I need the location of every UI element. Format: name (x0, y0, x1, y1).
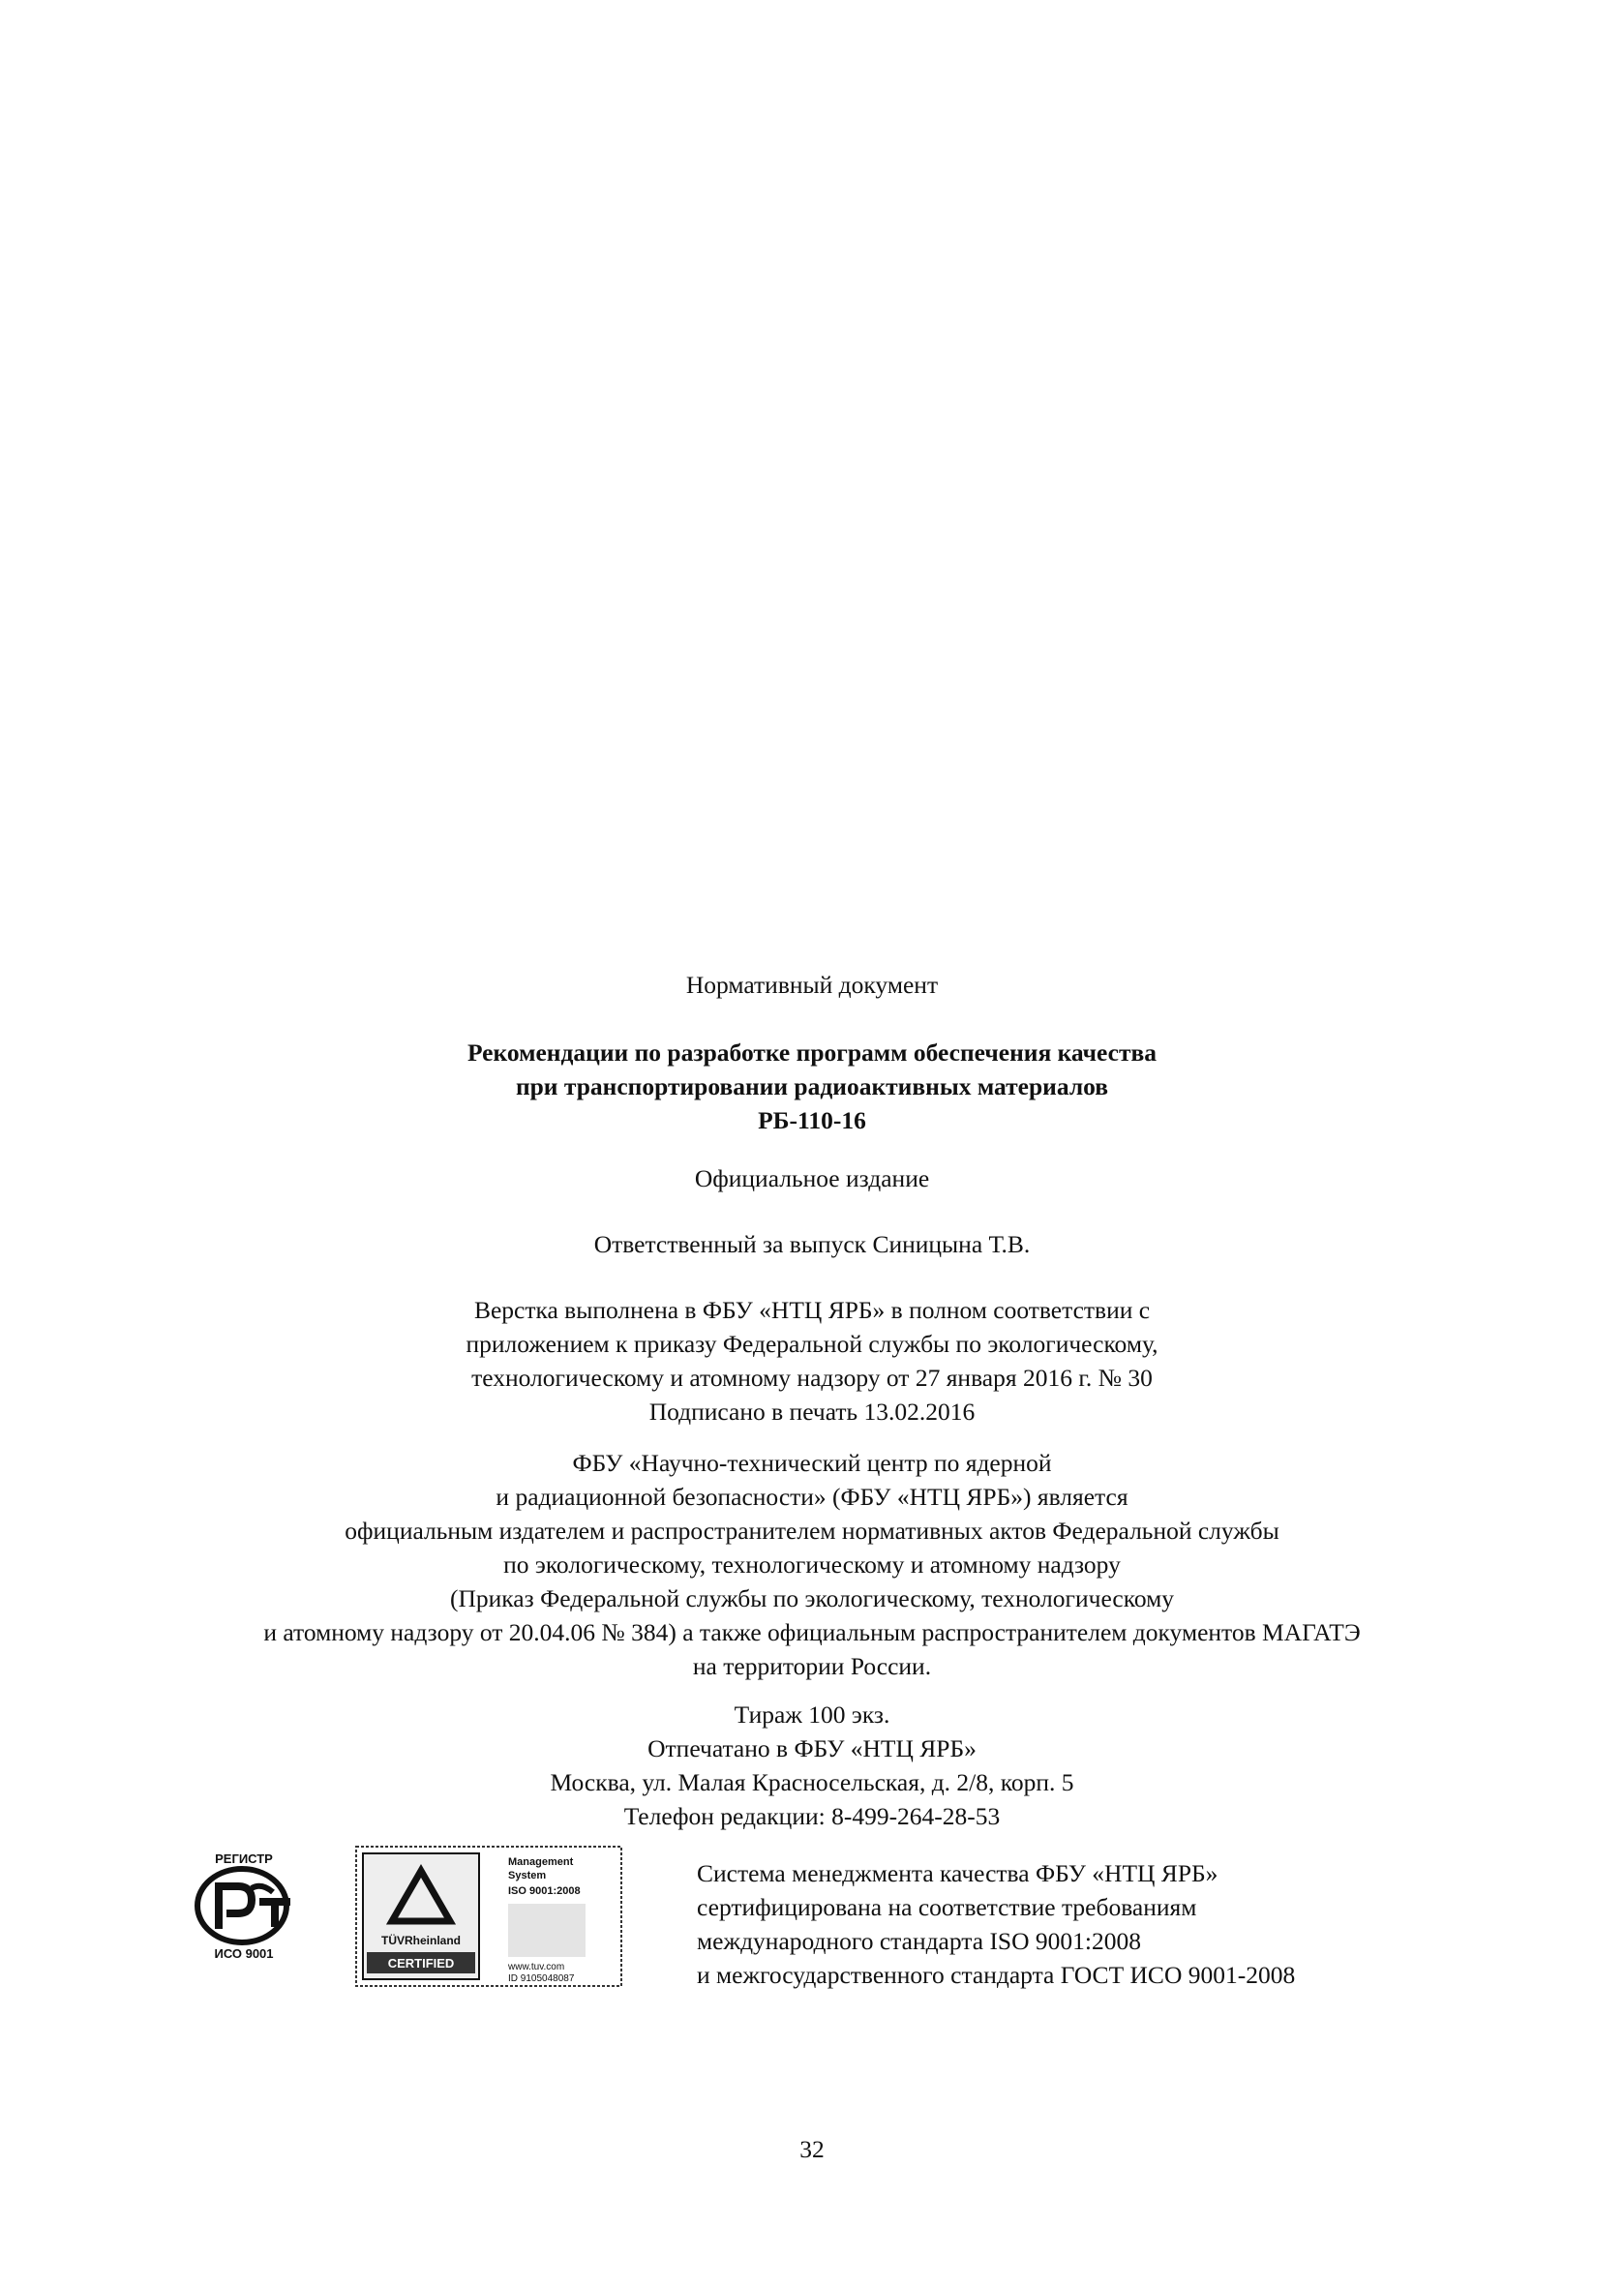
rst-top-text: РЕГИСТР (215, 1851, 273, 1866)
print-line: Тираж 100 экз. (734, 1700, 890, 1729)
edition-label: Официальное издание (694, 1164, 930, 1192)
certification-line: Система менеджмента качества ФБУ «НТЦ ЯРБ» (697, 1859, 1218, 1887)
print-info (0, 1698, 1624, 1833)
rst-certification-logo (184, 1844, 305, 1965)
tuv-line-url: www.tuv.com (508, 1962, 565, 1972)
layout-line: Подписано в печать 13.02.2016 (648, 1398, 976, 1426)
tuv-line-system: System (508, 1870, 547, 1881)
tuv-hologram (508, 1904, 586, 1957)
certification-statement (697, 1856, 1295, 1992)
print-line: Москва, ул. Малая Красносельская, д. 2/8, корп. 5 (550, 1768, 1074, 1796)
publisher-info (0, 1446, 1624, 1683)
certification-line: международного стандарта ISO 9001:2008 (697, 1927, 1141, 1955)
tuv-brand: TÜVRheinland (380, 1934, 462, 1947)
publisher-line: по экологическому, технологическому и атомному надзору (503, 1550, 1121, 1579)
document-title (0, 1036, 1624, 1137)
layout-info (0, 1293, 1624, 1429)
tuv-line-management: Management (508, 1856, 574, 1868)
certification-line: сертифицирована на соответствие требованиям (697, 1893, 1197, 1921)
publisher-line: на территории России. (692, 1652, 932, 1680)
layout-line: приложением к приказу Федеральной службы по экологическому, (466, 1330, 1158, 1358)
document-code: РБ-110-16 (758, 1106, 866, 1134)
title-line: при транспортировании радиоактивных материалов (515, 1072, 1109, 1100)
publisher-line: и радиационной безопасности» (ФБУ «НТЦ ЯРБ») является (496, 1483, 1128, 1511)
tuv-certification-logo (353, 1844, 624, 1989)
certification-line: и межгосударственного стандарта ГОСТ ИСО 9001-2008 (697, 1961, 1296, 1989)
tuv-badge: CERTIFIED (387, 1956, 455, 1971)
title-line: Рекомендации по разработке программ обеспечения качества (466, 1038, 1158, 1067)
responsible-person: Ответственный за выпуск Синицына Т.В. (593, 1230, 1031, 1258)
print-line: Телефон редакции: 8-499-264-28-53 (623, 1802, 1001, 1830)
publisher-line: официальным издателем и распространителем нормативных актов Федеральной службы (345, 1517, 1279, 1545)
publisher-line: ФБУ «Научно-технический центр по ядерной (572, 1449, 1052, 1477)
publisher-line: (Приказ Федеральной службы по экологическому, технологическому (450, 1584, 1174, 1612)
layout-line: Верстка выполнена в ФБУ «НТЦ ЯРБ» в полном соответствии с (473, 1296, 1151, 1324)
document-type: Нормативный документ (685, 971, 939, 999)
tuv-line-id: ID 9105048087 (508, 1973, 575, 1984)
rst-letter-p (219, 1886, 252, 1929)
publisher-line: и атомному надзору от 20.04.06 № 384) а также официальным распространителем документов МАГАТЭ (263, 1618, 1361, 1646)
rst-letter-c (252, 1886, 273, 1892)
tuv-line-iso: ISO 9001:2008 (508, 1885, 581, 1897)
print-line: Отпечатано в ФБУ «НТЦ ЯРБ» (647, 1734, 977, 1762)
page-number: 32 (799, 2135, 825, 2163)
layout-line: технологическому и атомному надзору от 27 января 2016 г. № 30 (471, 1364, 1153, 1392)
rst-bottom-text: ИСО 9001 (214, 1946, 274, 1961)
